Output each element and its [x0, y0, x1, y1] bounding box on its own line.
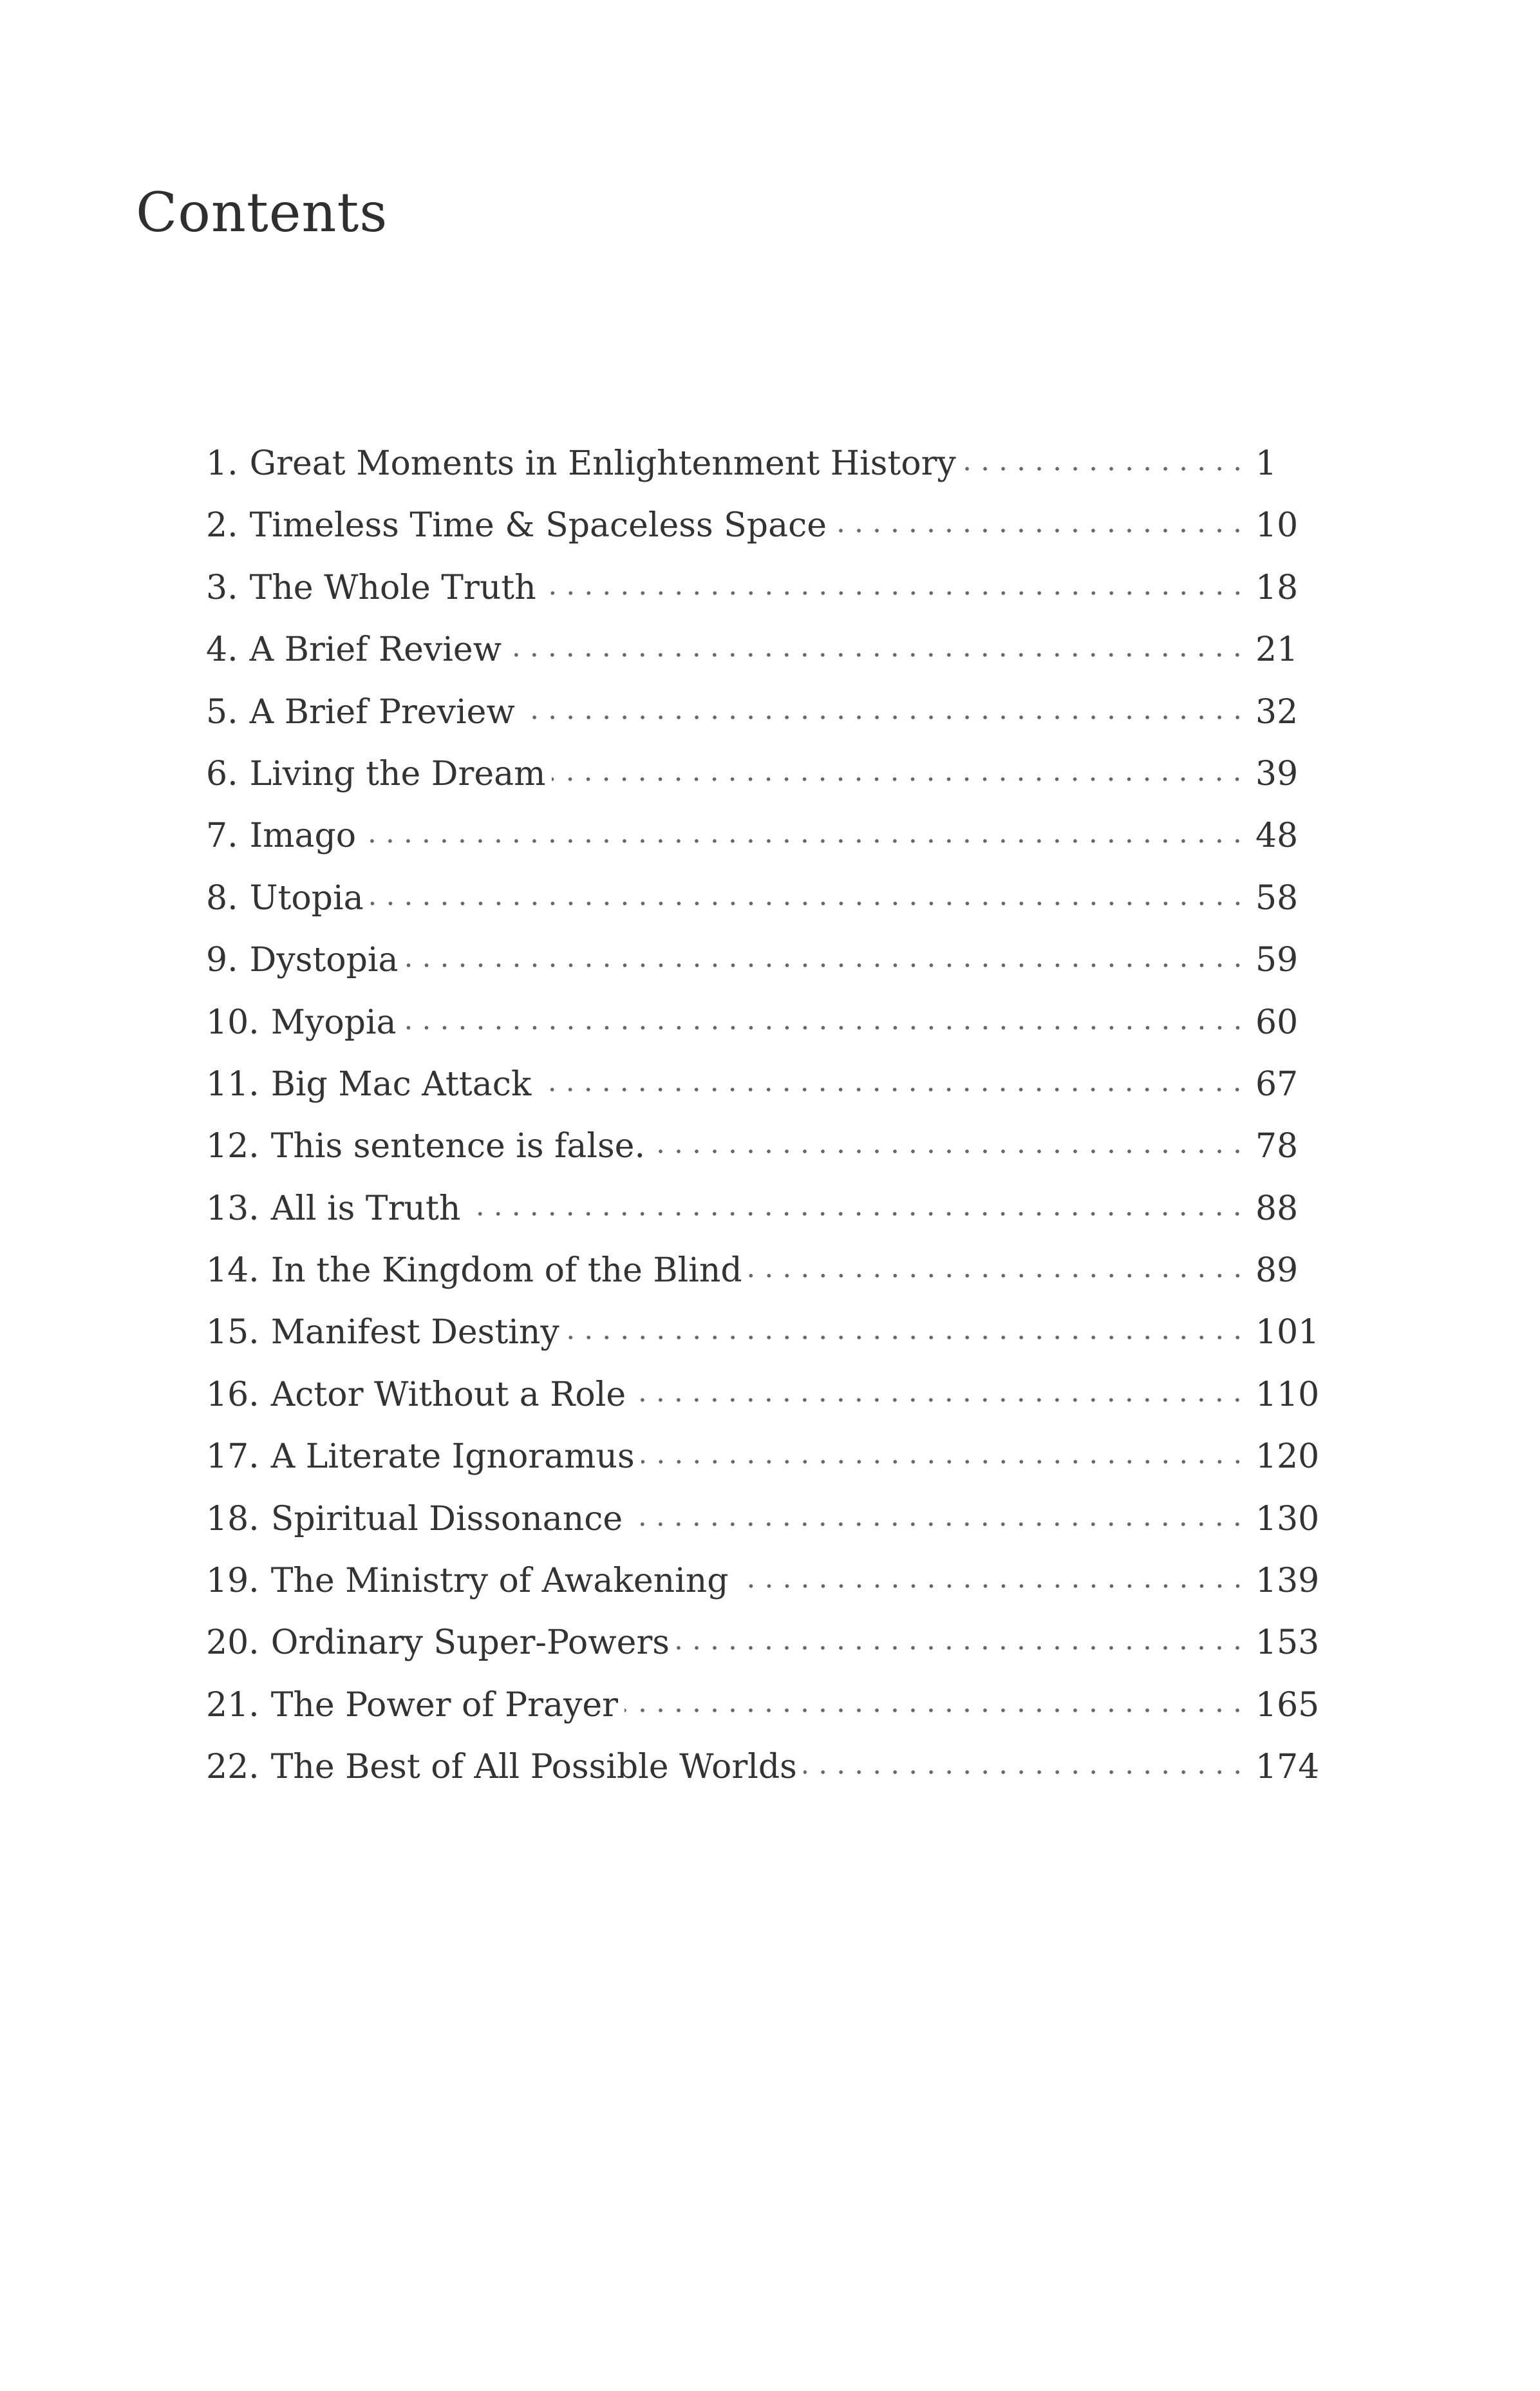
dot-leader — [362, 838, 1246, 844]
toc-entry-5[interactable] — [206, 681, 1313, 743]
dot-leader — [508, 652, 1246, 658]
toc-entry-18[interactable] — [206, 1488, 1320, 1550]
dot-leader — [624, 1707, 1246, 1714]
chapter-number: 12. — [206, 1127, 259, 1166]
toc-entry-3[interactable] — [206, 557, 1313, 619]
toc-entry-13[interactable] — [206, 1178, 1313, 1240]
dot-leader — [552, 776, 1246, 782]
chapter-title: Dystopia — [249, 941, 399, 980]
page-number: 32 — [1255, 692, 1299, 732]
page-number: 110 — [1255, 1375, 1320, 1414]
chapter-title: Living the Dream — [249, 754, 546, 793]
page-number: 130 — [1255, 1499, 1320, 1538]
chapter-title: The Power of Prayer — [270, 1685, 618, 1725]
page-title: Contents — [136, 181, 388, 244]
chapter-number: 7. — [206, 817, 238, 856]
dot-leader — [370, 900, 1246, 907]
chapter-title: This sentence is false. — [270, 1127, 645, 1166]
chapter-title: A Brief Review — [249, 630, 502, 670]
page-number: 174 — [1255, 1748, 1320, 1787]
chapter-title: Imago — [249, 817, 357, 856]
page-number: 120 — [1255, 1437, 1320, 1477]
toc-entry-4[interactable] — [206, 619, 1313, 681]
chapter-title: The Best of All Possible Worlds — [270, 1748, 797, 1787]
chapter-title: A Brief Preview — [249, 692, 515, 732]
toc-entry-11[interactable] — [206, 1054, 1313, 1115]
chapter-number: 4. — [206, 630, 238, 670]
dot-leader — [749, 1272, 1246, 1279]
toc-entry-12[interactable] — [206, 1115, 1313, 1177]
page-number: 78 — [1255, 1127, 1299, 1166]
dot-leader — [543, 590, 1246, 596]
page-number: 60 — [1255, 1003, 1299, 1042]
chapter-title: Ordinary Super-Powers — [270, 1623, 670, 1663]
toc-entry-17[interactable] — [206, 1426, 1320, 1488]
chapter-number: 2. — [206, 506, 238, 545]
chapter-title: Timeless Time & Spaceless Space — [249, 506, 827, 545]
page-number: 59 — [1255, 941, 1299, 980]
chapter-number: 14. — [206, 1251, 259, 1290]
chapter-title: Big Mac Attack — [270, 1064, 532, 1104]
dot-leader — [652, 1148, 1246, 1155]
page-number: 89 — [1255, 1251, 1299, 1290]
toc-entry-15[interactable] — [206, 1301, 1320, 1363]
page-number: 18 — [1255, 568, 1299, 607]
chapter-title: In the Kingdom of the Blind — [270, 1251, 742, 1290]
dot-leader — [538, 1086, 1246, 1093]
chapter-number: 9. — [206, 941, 238, 980]
chapter-number: 5. — [206, 692, 238, 732]
chapter-number: 19. — [206, 1562, 259, 1601]
page-number: 1 — [1255, 444, 1277, 483]
chapter-title: Actor Without a Role — [270, 1375, 626, 1414]
dot-leader — [641, 1459, 1246, 1465]
dot-leader — [467, 1211, 1246, 1217]
chapter-number: 20. — [206, 1623, 259, 1663]
chapter-title: A Literate Ignoramus — [270, 1437, 635, 1477]
dot-leader — [405, 962, 1246, 969]
dot-leader — [833, 527, 1246, 534]
page-number: 39 — [1255, 754, 1299, 793]
toc-entry-9[interactable] — [206, 929, 1313, 991]
chapter-number: 10. — [206, 1003, 259, 1042]
chapter-title: Spiritual Dissonance — [270, 1499, 623, 1538]
dot-leader — [566, 1334, 1246, 1341]
toc-entry-19[interactable] — [206, 1550, 1320, 1612]
toc-entry-8[interactable] — [206, 867, 1313, 929]
chapter-title: Manifest Destiny — [270, 1313, 559, 1352]
dot-leader — [629, 1521, 1246, 1527]
page-number: 58 — [1255, 878, 1299, 918]
chapter-number: 17. — [206, 1437, 259, 1477]
chapter-title: Utopia — [249, 878, 364, 918]
page-number: 165 — [1255, 1685, 1320, 1725]
page-number: 21 — [1255, 630, 1299, 670]
chapter-title: Great Moments in Enlightenment History — [249, 444, 956, 483]
dot-leader — [521, 714, 1246, 721]
chapter-number: 6. — [206, 754, 238, 793]
page-number: 67 — [1255, 1064, 1299, 1104]
chapter-number: 11. — [206, 1064, 259, 1104]
chapter-number: 15. — [206, 1313, 259, 1352]
table-of-contents — [206, 433, 1320, 1799]
toc-entry-16[interactable] — [206, 1364, 1320, 1426]
chapter-number: 3. — [206, 568, 238, 607]
dot-leader — [676, 1645, 1246, 1651]
toc-entry-10[interactable] — [206, 992, 1313, 1054]
chapter-title: Myopia — [270, 1003, 397, 1042]
dot-leader — [803, 1769, 1246, 1775]
chapter-number: 18. — [206, 1499, 259, 1538]
toc-entry-2[interactable] — [206, 495, 1313, 556]
dot-leader — [632, 1397, 1246, 1403]
chapter-number: 16. — [206, 1375, 259, 1414]
page-number: 153 — [1255, 1623, 1320, 1663]
chapter-number: 13. — [206, 1189, 259, 1228]
chapter-number: 22. — [206, 1748, 259, 1787]
toc-entry-14[interactable] — [206, 1240, 1313, 1301]
toc-entry-22[interactable] — [206, 1736, 1320, 1798]
chapter-title: The Whole Truth — [249, 568, 536, 607]
toc-entry-7[interactable] — [206, 805, 1313, 867]
dot-leader — [735, 1583, 1246, 1589]
toc-entry-6[interactable] — [206, 743, 1313, 805]
chapter-number: 8. — [206, 878, 238, 918]
dot-leader — [403, 1025, 1246, 1031]
toc-entry-20[interactable] — [206, 1612, 1320, 1674]
chapter-title: The Ministry of Awakening — [270, 1562, 729, 1601]
chapter-number: 21. — [206, 1685, 259, 1725]
page-number: 10 — [1255, 506, 1299, 545]
page-number: 139 — [1255, 1562, 1320, 1601]
page-number: 48 — [1255, 817, 1299, 856]
page-number: 88 — [1255, 1189, 1299, 1228]
toc-entry-1[interactable] — [206, 433, 1313, 495]
toc-entry-21[interactable] — [206, 1674, 1320, 1736]
page-number: 101 — [1255, 1313, 1320, 1352]
dot-leader — [962, 466, 1246, 472]
chapter-title: All is Truth — [270, 1189, 461, 1228]
chapter-number: 1. — [206, 444, 238, 483]
